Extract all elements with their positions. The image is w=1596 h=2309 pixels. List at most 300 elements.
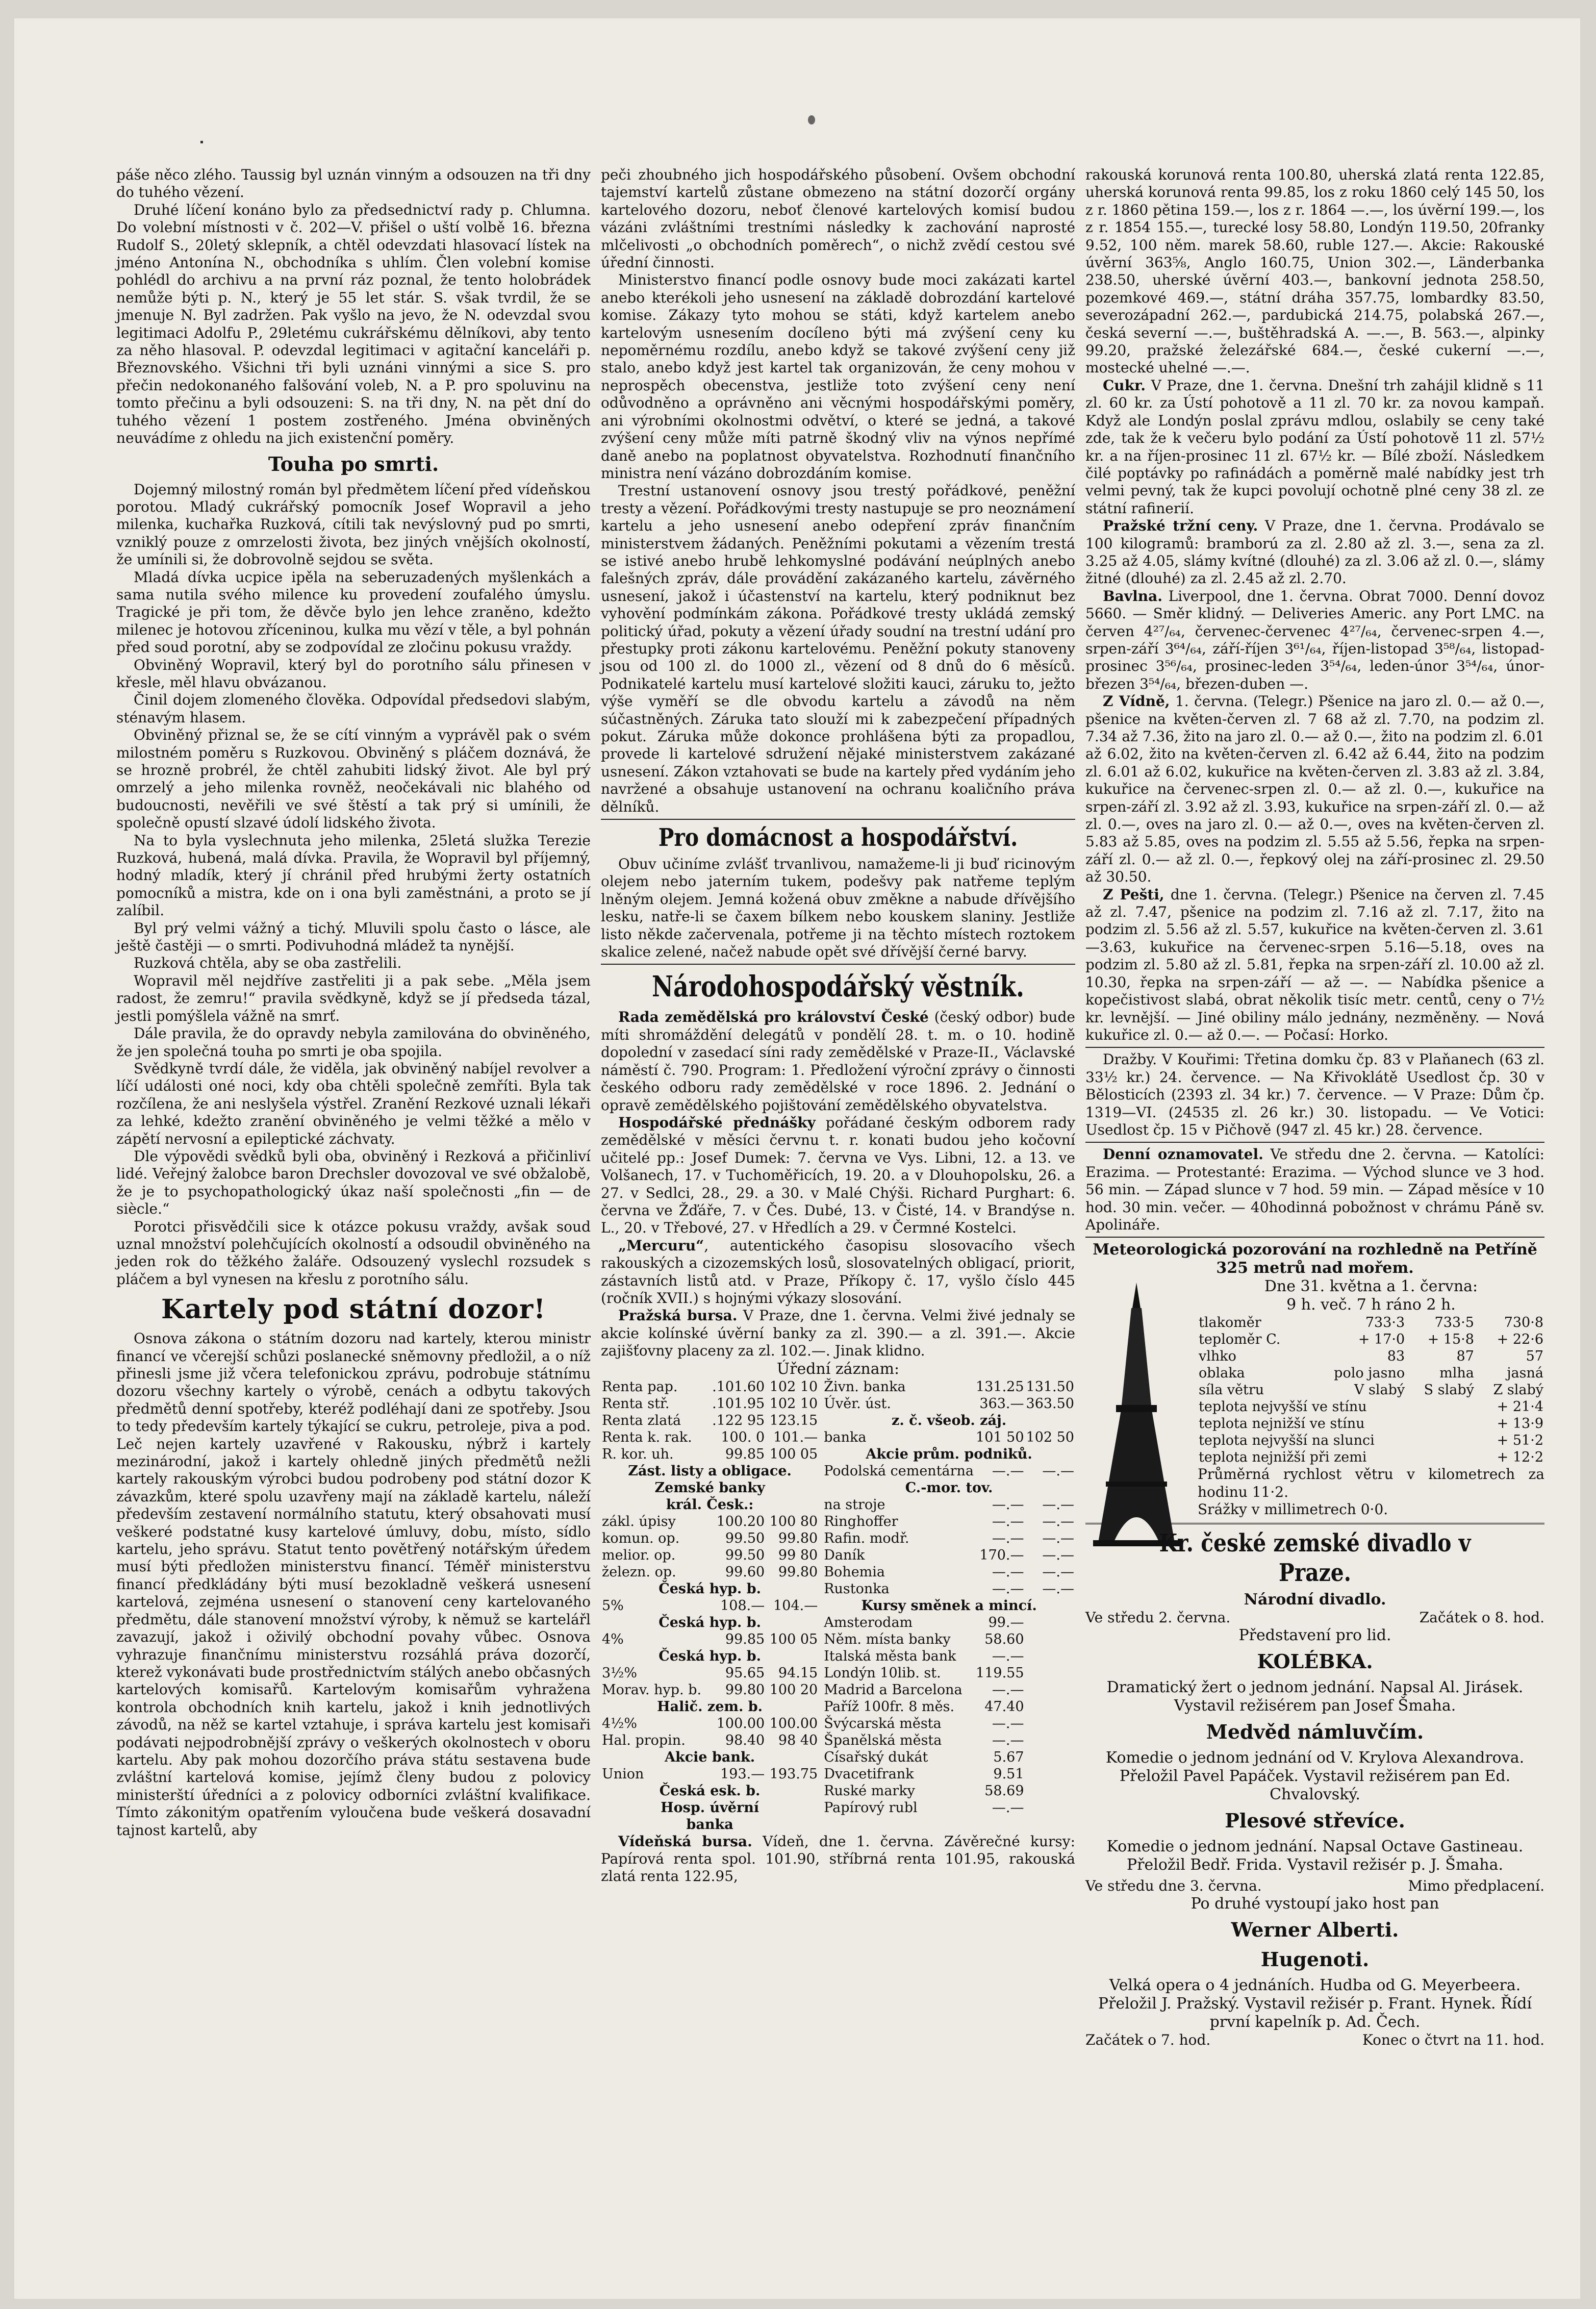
column-1	[116, 166, 591, 1839]
kurz-row-cell: Renta stř.	[602, 1395, 670, 1412]
kurz-row	[601, 1799, 819, 1816]
kurz-row-cell	[1025, 1665, 1075, 1681]
kurz-row-cell: Renta zlatá	[602, 1412, 681, 1428]
kurz-row-cell: 100.00	[716, 1715, 765, 1731]
kurz-row-cell: 9.51	[993, 1766, 1024, 1782]
theatre-date: Ve středu dne 3. června.	[1085, 1877, 1262, 1894]
kurz-row-cell: 99.50	[725, 1530, 765, 1546]
article-text: V Praze, dne 1. června. Velmi živé jednaly se akcie kolínské úvěrní banky za zl. 390.— a zl. 391.—. Akcie zajišťovny placeny za zl. 102.—. Jinak klidno.	[601, 1307, 1076, 1360]
meteo-cell: 733·5	[1434, 1315, 1474, 1331]
article-text: rakouská korunová renta 100.80, uherská zlatá renta 122.85, uherská korunová renta 99.85, los z roku 1860 celý 145 50, los z r. 1860 pětina 159.—, los z r. 1864 —.—, los úvěrní 199.—, los z r. 1854 155.—, turecké losy 58.80, Londýn 119.50, 20franky 9.52, 100 něm. marek 58.60, ruble 127.—. Akcie: Rakouské úvěrní 363⅝, Anglo 160.75, Union 302.—, Länderbanka 238.50, uherské úvěrní 403.—, bankovní jednota 258.50, pozemkové 469.—, státní dráha 357.75, lombardky 83.50, severozápadní 262.—, pardubická 214.75, polabská 267.—, česká severní —.—, buštěhradská A. —.—, B. 563.—, alpinky 99.20, pražské železářské 684.—, české cukerní —.—, mostecké uhelné —.—.	[1085, 166, 1544, 377]
ink-dot	[200, 141, 203, 143]
article-text: Obviněný Wopravil, který byl do porotního sálu přinesen v křesle, měl hlavu obvázanou.	[116, 656, 591, 691]
kurz-row-cell: 94.15	[778, 1665, 818, 1681]
kurz-row-cell: Hal. propin.	[602, 1732, 686, 1748]
kurz-row	[823, 1429, 1075, 1446]
meteo-cell: teploměr C.	[1199, 1332, 1281, 1348]
subheadline-prednasky: Hospodářské přednášky	[618, 1114, 816, 1131]
article-text: Vídeň, dne 1. června. Závěrečné kursy: Papírová renta spol. 101.90, stříbrná renta 101.95, rakouská zlatá renta 122.95,	[601, 1833, 1076, 1885]
kurz-row-cell: —.—	[1042, 1547, 1074, 1563]
meteo-cell: + 51·2	[1497, 1433, 1543, 1449]
meteo-cell: + 22·6	[1497, 1332, 1543, 1348]
kurz-row-cell: 102 10	[769, 1395, 818, 1412]
meteo-date: Dne 31. května a 1. června:	[1264, 1277, 1478, 1296]
kurz-row-cell: Španělská města	[824, 1732, 942, 1748]
kurz-row-cell: 98 40	[778, 1732, 818, 1748]
divider	[1085, 1047, 1544, 1048]
article-text: Dojemný milostný román byl předmětem líčení před vídeňskou porotou. Mladý cukrářský pomocník Josef Wopravil a jeho milenka, kuchařka Ruzková, cítili tak nevýslovný pud po smrti, vzniklý pouze z omrzelosti života, bez jiných vnějších okolností, že umínili si, že dobrovolně sejdou se světa.	[116, 481, 591, 568]
kurz-row-cell: C.-mor. tov.	[905, 1479, 993, 1496]
subheadline-burza: Pražská bursa.	[618, 1307, 738, 1324]
kurz-row	[601, 1496, 819, 1513]
meteo-row	[1198, 1365, 1544, 1382]
play-title: Hugenoti.	[1260, 1948, 1370, 1971]
kurz-row-cell: —.—	[992, 1496, 1024, 1513]
subheadline-mercur: „Mercuru“	[618, 1237, 704, 1254]
meteo-cell: 83	[1387, 1348, 1405, 1365]
kurz-row-cell: Renta pap.	[602, 1378, 678, 1395]
divider	[601, 819, 1075, 820]
kurz-row-cell: 95.65	[725, 1665, 765, 1681]
kurz-row-cell: 193.75	[769, 1766, 818, 1782]
kurz-row-cell: z. č. všeob. záj.	[892, 1412, 1007, 1428]
kurz-row	[823, 1513, 1075, 1530]
kurz-row-cell: 102 50	[1026, 1429, 1074, 1445]
kurz-row-cell: Česká hyp. b.	[658, 1580, 761, 1597]
oznam-text: Ve středu dne 2. června. — Katolíci: Erazima. — Protestanté: Erazima. — Východ slunce ve 3 hod. 56 min. — Západ slunce v 7 hod. 59 min. — Západ měsíce v 10 hod. 30 min. večer. — 40hodinná pobožnost v chrámu Páně sv. Apolináře.	[1085, 1146, 1544, 1233]
play-desc: Dramatický žert o jednom jednání. Napsal Al. Jirásek. Vystavil režisérem pan Josef Šmaha.	[1106, 1678, 1524, 1715]
kurz-row	[601, 1479, 819, 1496]
kurz-row-cell: 99.80	[778, 1564, 818, 1580]
theatre-note: Mimo předplacení.	[1408, 1877, 1544, 1894]
article-text: Činil dojem zlomeného člověka. Odpovídal předsedovi slabým, sténavým hlasem.	[116, 691, 591, 726]
kurz-row	[823, 1614, 1075, 1631]
kurz-row-cell: —.—	[992, 1715, 1024, 1731]
divider	[601, 964, 1075, 965]
kurz-row	[601, 1648, 819, 1665]
meteo-cell: S slabý	[1424, 1382, 1474, 1398]
theatre-time-row	[1085, 2031, 1544, 2049]
kurz-row-cell: 4%	[602, 1631, 624, 1647]
kurz-row-cell	[1025, 1732, 1075, 1749]
subheadline-cukr: Cukr.	[1103, 377, 1146, 394]
meteo-cell: teplota nejnižší při zemi	[1199, 1449, 1367, 1466]
kurz-row	[601, 1681, 819, 1698]
kurz-row	[601, 1580, 819, 1597]
kurz-row-cell: 100.00	[769, 1715, 818, 1731]
kurz-row	[601, 1766, 819, 1783]
subheadline-rada: Rada zemědělská pro království České	[618, 1009, 929, 1026]
play-desc: Komedie o jednom jednání od V. Krylova Alexandrova. Přeložil Pavel Papáček. Vystavil režisérem pan Ed. Chvalovský.	[1105, 1749, 1525, 1803]
kurz-row-cell: 99.85	[725, 1631, 765, 1647]
kurz-row-cell: Paříž 100fr. 8 měs.	[824, 1698, 955, 1715]
article-text: Na to byla vyslechnuta jeho milenka, 25letá služka Terezie Ruzková, hubená, malá dívka. Pravila, že Wopravil byl příjemný, hodný mladík, který jí chránil před hrubými žerty ostatních pomocníků a mistra, kde on i ona byli zaměstnáni, a proto se jí zalíbil.	[116, 832, 591, 919]
kurz-row	[823, 1530, 1075, 1547]
kurz-row-cell	[1025, 1715, 1075, 1732]
kurz-row-cell: Ruské marky	[824, 1783, 915, 1799]
kurz-row-cell: 58.69	[984, 1783, 1024, 1799]
kurz-row-cell: 99.50	[725, 1547, 765, 1563]
kurz-row-cell: Amsterodam	[824, 1614, 913, 1630]
kurz-table-right	[823, 1378, 1075, 1816]
meteo-block	[1085, 1277, 1544, 1518]
kurz-row-cell: —.—	[1042, 1496, 1074, 1513]
kurz-row-cell: —.—	[1042, 1463, 1074, 1479]
kurz-row-cell: Česká hyp. b.	[658, 1614, 761, 1630]
article-text: Osnova zákona o státním dozoru nad kartely, kterou ministr financí ve včerejší schůzi poslanecké sněmovny předložil, a o níž přinesli jsme již včera telefonickou zprávu, podrobuje státnímu dozoru všechny kartely o výrobě, cenách a odbytu takových předmětů denní spotřeby, kteréž podléhají dani ze spotřeby. Jsou to tedy především kartely týkající se cukru, petroleje, piva a pod. Leč nejen kartely uzavřené v Rakousku, nýbrž i kartely mezinárodní, jakož i kartely ohledně jiných předmětů nežli kartely rakouským výrobci budou podrobeny pod státní dozor K závazkům, které spolu uzavřeny mají na základě kartelu, náleží především zestavení normálního statutu, který obsahovati musí veškeré podstatné kusy kartelové úmluvy, dobu, místo, sídlo kartelu, jeho správu. Statut tento povětřený notářským úředem musí býti předložen ministerstvu financí. Téměř ministerstvu financí předkládány býti musí bezokladně veškerá usnesení kartelová, zejména usnesení o stanovení ceny kartelovaného předmětu, dále stanovení množství výroby, k němuž se kartelářl zavazují, jakož i oživilý obchodní povahy vůbec. Osnova vyhrazuje finančnímu ministerstvu rozsáhlá práva dozorčí, kterež vykonávati bude prostřednictvím stálých anebo občasných kartelových komisařů. Kartelovým komisařům vyhražena kontrola obchodních knih kartelu, jakož i knih jednotlivých závodů, na něž se kartel vztahuje, i správa kartelu jest komisaři podávati nejpodrobnější zprávy o veškerých okolnostech v oboru kartelu. Aby pak mohou dozorčího práva státu sestavena bude zvláštní kartelová komise, jejímž členy budou z polovicy ministerští úředníci a z polovicy odborníci zvláštní kvalifikace. Tímto zákonitým opatřením vyloučena bude veškerá dosavadní tajnost kartelů, aby	[116, 1330, 591, 1839]
kurz-row-cell: Česká esk. b.	[659, 1783, 761, 1799]
kurz-row-cell: Kursy směnek a mincí.	[861, 1597, 1037, 1614]
kurz-row	[823, 1496, 1075, 1513]
meteo-cell: síla větru	[1199, 1382, 1264, 1398]
kurz-row-cell	[1025, 1614, 1075, 1631]
meteo-cell: teplota nejvyšší na slunci	[1199, 1433, 1375, 1449]
article-text: Ruzková chtěla, aby se oba zastřelili.	[134, 955, 402, 972]
theatre-note: Představení pro lid.	[1238, 1626, 1391, 1644]
meteo-rain: Srážky v millimetrech 0·0.	[1198, 1501, 1388, 1518]
kurz-row-cell: 99 80	[778, 1547, 818, 1563]
kurz-row-cell: 5.67	[993, 1749, 1024, 1765]
kurz-row-cell: —.—	[992, 1580, 1024, 1597]
kurz-row-cell: Akcie prům. podniků.	[866, 1446, 1032, 1462]
kurz-row-cell: 100 80	[769, 1513, 818, 1529]
kurz-row-cell: Ringhoffer	[824, 1513, 898, 1529]
kurz-row-cell	[1025, 1749, 1075, 1766]
kurz-row-cell: 100 20	[769, 1681, 818, 1698]
kurz-row-cell: Něm. místa banky	[824, 1631, 951, 1647]
kurz-row-cell: —.—	[1042, 1513, 1074, 1529]
kurz-row-cell: železn. op.	[602, 1564, 676, 1580]
kurz-row-cell: 100 05	[769, 1446, 818, 1462]
kurz-row-cell	[1025, 1766, 1075, 1783]
subheadline-vidensk: Vídeňská bursa.	[618, 1833, 752, 1850]
kurz-row	[823, 1412, 1075, 1429]
kurz-row-cell: —.—	[992, 1648, 1024, 1664]
meteo-cell: + 21·4	[1497, 1399, 1543, 1415]
article-text: Porotci přisvědčili sice k otázce pokusu vraždy, avšak soud uznal množství polehčujících okolností a odsoudil obviněného na jeden rok do těžkého žaláře. Odsouzený vyslechl rozsudek s pláčem a byl vynesen na křeslu z porotního sálu.	[116, 1218, 591, 1288]
kurz-row-cell: melior. op.	[602, 1547, 676, 1563]
kurz-row-cell: Úvěr. úst.	[824, 1395, 891, 1412]
kurz-row-cell: komun. op.	[602, 1530, 680, 1546]
kurz-row-cell: —.—	[992, 1564, 1024, 1580]
meteo-cell: oblaka	[1199, 1365, 1245, 1382]
kurz-row-cell: 99.80	[778, 1530, 818, 1546]
kurz-row-cell: 3½%	[602, 1665, 638, 1681]
meteo-temp-row	[1198, 1449, 1544, 1466]
kurz-row-cell: 101 50	[976, 1429, 1024, 1445]
kurz-row	[601, 1698, 819, 1715]
meteo-temps	[1198, 1398, 1544, 1466]
headline-vestnik: Národohospodářský věstník.	[652, 970, 1024, 1004]
meteo-cell: Z slabý	[1493, 1382, 1543, 1398]
kurz-row	[601, 1614, 819, 1631]
kurz-row	[601, 1446, 819, 1463]
kurz-row	[823, 1749, 1075, 1766]
meteo-cell: vlhko	[1199, 1348, 1236, 1365]
kurz-row-cell: 100.20	[716, 1513, 765, 1529]
kurz-row	[823, 1799, 1075, 1816]
article-text: Dle výpovědi svědků byli oba, obviněný i Rezková a přičinliví lidé. Veřejný žalobce baron Drechsler dovozoval ve své obžalobě, že je to psychopathologický úkaz naší společnosti „fin — de siècle.“	[116, 1147, 591, 1218]
meteo-cell: + 13·9	[1497, 1416, 1543, 1432]
kurz-row-cell: Halič. zem. b.	[657, 1698, 763, 1715]
kurz-row	[823, 1395, 1075, 1412]
kurz-row	[823, 1564, 1075, 1580]
meteo-cell: polo jasno	[1334, 1365, 1405, 1382]
meteo-cell: 57	[1526, 1348, 1543, 1365]
kurz-row-cell: Rustonka	[824, 1580, 890, 1597]
kurz-row-cell: 99.85	[725, 1446, 765, 1462]
article-text: Svědkyně tvrdí dále, že viděla, jak obviněný nabíjel revolver a líčí události oné noci, kdy oba chtěli společně zemříti. Byla tak rozčílena, že ani neslyšela výstřel. Zranění Rezkové uznali lékaři za lehké, kdežto zranění obviněného je velmi těžké a mělo v zápětí nervosní a epileptické záchvaty.	[116, 1060, 591, 1147]
kurz-row-cell: Akcie bank.	[665, 1749, 755, 1765]
meteo-cell: jasná	[1507, 1365, 1543, 1382]
play-desc: Komedie o jednom jednání. Napsal Octave Gastineau. Přeložil Bedř. Frida. Vystavil režisér p. J. Šmaha.	[1106, 1838, 1524, 1874]
kurz-table-left	[601, 1378, 819, 1833]
kurz-row-cell: 101.—	[773, 1429, 818, 1445]
kurz-row-cell: 170.—	[979, 1547, 1024, 1563]
kurz-row-cell	[1025, 1698, 1075, 1715]
meteo-wind-speed: Průměrná rychlost větru v kilometrech za hodinu 11·2.	[1198, 1466, 1544, 1500]
kurz-row-cell: 363.50	[1026, 1395, 1074, 1412]
kurz-row	[823, 1479, 1075, 1496]
kurz-row	[823, 1783, 1075, 1799]
guest-note: Po druhé vystoupí jako host pan	[1190, 1895, 1439, 1913]
kurz-row-cell: —.—	[1042, 1530, 1074, 1546]
kurz-row-cell: Daník	[824, 1547, 865, 1563]
kurz-row	[601, 1429, 819, 1446]
subheadline-oznam: Denní oznamovatel.	[1103, 1146, 1263, 1163]
kurz-row-cell: 363.—	[979, 1395, 1024, 1412]
kurz-row-cell: banka	[686, 1816, 733, 1833]
theatre-date-row	[1085, 1877, 1544, 1895]
kurz-row-cell: 58.60	[984, 1631, 1024, 1647]
kurz-row-cell: 131.25	[976, 1378, 1024, 1395]
play-title: KOLÉBKA.	[1257, 1650, 1373, 1673]
kurz-row-cell: Union	[602, 1766, 644, 1782]
article-text: Liverpool, dne 1. června. Obrat 7000. Denní dovoz 5660. — Směr klidný. — Deliveries Americ. any Port LMC. na červen 4²⁷/₆₄, červenec-červenec 4²⁷/₆₄, červenec-srpen 4.—, srpen-září 3⁶⁴/₆₄, září-říjen 3⁶¹/₆₄, říjen-listopad 3⁵⁸/₆₄, listopad-prosinec 3⁵⁶/₆₄, prosinec-leden 3⁵⁴/₆₄, leden-únor 3⁵⁴/₆₄, únor-březen 3⁵⁴/₆₄, březen-duben —.	[1085, 587, 1545, 692]
divider	[1085, 1237, 1544, 1238]
kurz-row	[601, 1530, 819, 1547]
subheadline-trzni: Pražské tržní ceny.	[1103, 517, 1258, 535]
column-2	[601, 166, 1075, 1886]
play-title: Medvěd námluvčím.	[1206, 1720, 1424, 1743]
article-text: V Praze, dne 1. června. Prodávalo se 100 kilogramů: bramború za zl. 2.80 až zl. 3.—, sena za zl. 3.25 až 4.05, slámy kvítné (dlouhé) za zl. 3.06 až zl. 0.—, slámy žitné (dlouhé) za zl. 2.45 až zl. 2.70.	[1085, 517, 1544, 587]
kurz-row	[823, 1698, 1075, 1715]
kurz-row	[823, 1766, 1075, 1783]
kurz-row	[823, 1715, 1075, 1732]
meteo-cell: + 17·0	[1358, 1332, 1405, 1348]
kurz-row-cell: Dvacetifrank	[824, 1766, 914, 1782]
meteo-temp-row	[1198, 1415, 1544, 1432]
kurz-row	[601, 1378, 819, 1395]
theatre-date-row	[1085, 1609, 1544, 1626]
kurz-row	[601, 1732, 819, 1749]
kurz-row-cell: Zemské banky	[654, 1479, 765, 1496]
kurz-row	[823, 1631, 1075, 1648]
kurz-row	[823, 1446, 1075, 1463]
kurz-row	[601, 1749, 819, 1766]
kurz-row-cell: na stroje	[824, 1496, 885, 1513]
kurz-row-cell: 193.—	[720, 1766, 765, 1782]
meteo-cell: teplota nejnižší ve stínu	[1199, 1416, 1365, 1432]
theatre-start: Začátek o 7. hod.	[1085, 2031, 1211, 2049]
meteo-subheading: 325 metrů nad mořem.	[1216, 1259, 1414, 1277]
kurz-row-cell: Madrid a Barcelona	[824, 1681, 962, 1698]
divider	[1085, 1142, 1544, 1143]
article-text: páše něco zlého. Taussig byl uznán vinným a odsouzen na tři dny do tuhého vězení.	[116, 166, 591, 201]
kurz-row-cell: Rafin. modř.	[824, 1530, 909, 1546]
theatre-heading: Kr. české zemské divadlo v Praze.	[1159, 1528, 1471, 1587]
kurz-row-cell: Zást. listy a obligace.	[628, 1463, 792, 1479]
article-text: Druhé líčení konáno bylo za předsednictví rady p. Chlumna. Do volební místnosti v č. 202—V. přišel o uští volbě 16. března Rudolf S., 20letý sklepník, a chtěl odevzdati hlasovací lístek na jméno Antonína N., obchodníka s uhlím. Člen volební komise pohlédl do archivu a na první ráz poznal, že tento holobrádek nemůže býti p. N., který je 55 let stár. S. však tvrdil, že se jmenuje N. Byl zadržen. Pak vyšlo na jevo, že N. odevzdal svou legitimaci Adolfu P., 29letému cukrářskému dělníkovi, aby tento za něho hlasoval. P. odevzdal legitimaci v agitační kanceláři p. Březnovského. Všichni tři byli uznáni vinnými a sice S. pro přečin nedokonaného falšování voleb, N. a P. pro spoluvinu na tomto přečinu a byli odsouzeni: S. na tři dny, N. na pět dní do tuhého vězení 1 postem zostřeného. Jména obviněných neuvádíme z ohledu na jich existenční poměry.	[116, 201, 591, 447]
kurz-row	[601, 1564, 819, 1580]
kurz-row	[823, 1597, 1075, 1614]
newspaper-page	[14, 18, 1580, 2299]
kurz-row-cell: —.—	[1042, 1564, 1074, 1580]
kurz-row-cell: —.—	[992, 1530, 1024, 1546]
subheadline-pest: Z Pešti,	[1103, 886, 1164, 903]
kurz-row-cell: Švýcarská města	[824, 1715, 942, 1731]
kurz-row-cell: 99.80	[725, 1681, 765, 1698]
article-text: 1. června. (Telegr.) Pšenice na jaro zl. 0.— až 0.—, pšenice na květen-červen zl. 7 68 až zl. 7.70, na podzim zl. 7.34 až 7.36, žito na jaro zl. 0.— až 0.—, žito na podzim zl. 6.01 až 6.02, žito na květen-červen zl. 6.42 až 6.44, žito na podzim zl. 6.01 až 6.02, kukuřice na květen-červen zl. 3.83 až zl. 3.84, kukuřice na červenec-srpen zl. 0.— až zl. 0.—, kukuřice na srpen-září zl. 3.92 až zl. 3.93, kukuřice na srpen-září zl. 0.— až zl. 0.—, oves na jaro zl. 0.— až 0.—, oves na květen-červen zl. 5.83 až 5.85, oves na podzim zl. 5.55 až 5.56, řepka na srpen-září zl. 0.— až zl. 0.—, řepkový olej na září-prosinec zl. 29.50 až 30.50.	[1085, 693, 1544, 886]
kurz-row	[601, 1715, 819, 1732]
kurz-row-cell: —.—	[992, 1799, 1024, 1816]
meteo-row	[1198, 1382, 1544, 1398]
article-text: pořádané českým odborem rady zemědělské v měsíci červnu t. r. konati budou jeho kočovní učitelé pp.: Josef Dumek: 7. června ve Vys. Libni, 12. a 13. ve Volšanech, 17. v Tuchoměřicích, 19. 20. a v Dlouhopolsku, 26. a 27. v Sedlci, 28., 29. a 30. v Malé Chýši. Richard Purghart: 6. června ve Žďáře, 7. v Čes. Dubé, 13. v Čisté, 14. v Brandýse n. L., 20. v Třebové, 27. v Hředlích a 29. v Čermné Kostelci.	[601, 1114, 1075, 1237]
kurz-row-cell: 100. 0	[721, 1429, 765, 1445]
meteo-table	[1198, 1314, 1544, 1398]
kurz-row	[601, 1412, 819, 1429]
column-3	[1085, 166, 1544, 2049]
petrin-tower-icon	[1085, 1277, 1187, 1563]
theatre-date: Ve středu 2. června.	[1085, 1609, 1231, 1626]
play-title: Plesové střevíce.	[1225, 1809, 1405, 1832]
kurz-row-cell: Italská města bank	[824, 1648, 956, 1664]
kurz-row-cell: —.—	[992, 1513, 1024, 1529]
kurz-row	[601, 1463, 819, 1479]
kurz-row-cell: Papírový rubl	[824, 1799, 918, 1816]
meteo-cell: tlakoměr	[1199, 1315, 1261, 1331]
kurz-row-cell: 108.—	[720, 1597, 765, 1614]
article-text: Dále pravila, že do opravdy nebyla zamilována do obviněného, že jen společná touha po smrti je oba spojila.	[116, 1025, 591, 1060]
meteo-row	[1198, 1314, 1544, 1331]
kurz-row-cell: Podolská cementárna	[824, 1463, 974, 1479]
meteo-cell: teplota nejvyšší ve stínu	[1199, 1399, 1367, 1415]
kurz-row-cell: Živn. banka	[824, 1378, 906, 1395]
article-text: Ministerstvo financí podle osnovy bude moci zakázati kartel anebo kterékoli jeho usnesení na základě dobrozdání kartelové komise. Zákazy tyto mohou se státi, když kartelem anebo kartelovým usnesením docíleno býti má zvýšení ceny ku nepoměrnému rozdílu, anebo když se takové zvýšení ceny již stalo, anebo když jest kartel tak organizován, že ceny mohou v neprospěch obecenstva, jestliže toto zvýšení ceny není odůvodněno a oprávněno ani věcnými hospodářskými poměry, ani výrobními okolnostmi odvětví, o které se jedná, a takové zvýšení ceny může míti patrně škodný vliv na výnos nepřímé daně anebo na poplatnost obyvatelstva. Rozhodnutí finančního ministra není vázáno dobrozdáním komise.	[601, 271, 1075, 482]
kurz-row-cell: 104.—	[773, 1597, 818, 1614]
guest-name: Werner Alberti.	[1231, 1918, 1399, 1942]
meteo-cell: + 15·8	[1427, 1332, 1474, 1348]
article-text: dne 1. června. (Telegr.) Pšenice na červen zl. 7.45 až zl. 7.47, pšenice na podzim zl. 7.16 až zl. 7.17, žito na podzim zl. 5.56 až zl. 5.57, kukuřice na květen-červen zl. 3.61—3.63, kukuřice na červenec-srpen 5.16—5.18, oves na podzim zl. 5.80 až zl. 5.81, řepka na srpen-září zl. 10.00 až zl. 10.30, řepka na srpen-září — až —. — Nabídka pšenice a kopečistivost slabá, obrat několik tisíc metr. centů, ceny o 7½ kr. levnější. — Jiné obiliny málo jednány, nezměněny. — Nová kukuřice zl. 0.— až 0.—. — Počasí: Horko.	[1085, 886, 1545, 1043]
kurz-row	[823, 1547, 1075, 1564]
kurz-row-cell: banka	[824, 1429, 867, 1445]
kurz-row-cell: R. kor. uh.	[602, 1446, 674, 1462]
meteo-hours: 9 h. več. 7 h ráno 2 h.	[1286, 1296, 1456, 1314]
play-desc: Velká opera o 4 jednáních. Hudba od G. Meyerbeera. Přeložil J. Pražský. Vystavil režisér p. Frant. Hynek. Řídí první kapelník p. Ad. Čech.	[1098, 1976, 1532, 2031]
kurz-row-cell: —.—	[992, 1681, 1024, 1698]
meteo-heading: Meteorologická pozorování na rozhledně na Petříně	[1093, 1241, 1537, 1259]
kurz-row-cell: Hosp. úvěrní	[661, 1799, 759, 1816]
theatre-end: Konec o čtvrt na 11. hod.	[1362, 2031, 1544, 2049]
article-text: , autentického časopisu slosovacího všech rakouských a cizozemských losů, slosovatelných obligací, priorit, zástavních listů atd. v Praze, Příkopy č. 17, vyšlo číslo 445 (ročník XVII.) s hojnými výkazy slosování.	[601, 1237, 1075, 1307]
headline-kartely: Kartely pod státní dozor!	[161, 1294, 546, 1325]
kurz-row-cell: Londýn 10lib. st.	[824, 1665, 941, 1681]
headline-touha: Touha po smrti.	[268, 452, 439, 475]
kurz-row-cell: 100 05	[769, 1631, 818, 1647]
article-text: (český odbor) bude míti shromáždění delegátů v pondělí 28. t. m. o 10. hodině dopolední v zasedací síni rady zemědělské v Praze-II., Václavské náměstí č. 790. Program: 1. Předložení výroční zprávy o činnosti českého odboru rady zemědělské v roce 1896. 2. Jednání o opravě zemědělského pojištování zemědělského obyvatelstva.	[601, 1009, 1075, 1114]
kurz-row-cell: .101.95	[712, 1395, 765, 1412]
subheadline-viden: Z Vídně,	[1103, 693, 1170, 710]
kurz-row-cell: —.—	[1042, 1580, 1074, 1597]
kurz-row-cell: —.—	[992, 1463, 1024, 1479]
kurz-row-cell: 123.15	[769, 1412, 818, 1428]
kurz-row	[823, 1665, 1075, 1681]
article-text: peči zhoubného jich hospodářského působení. Ovšem obchodní tajemství kartelů zůstane obmezeno na státní dozorčí orgány kartelového dozoru, neboť členové kartelových komisí budou vázáni zvláštními trestními následky k zachování naprosté mlčelivosti „o obchodních poměrech“, o nichž zvědí cestou své úřední činnosti.	[601, 166, 1075, 271]
ink-smudge	[808, 115, 815, 124]
kurz-row-cell: 47.40	[984, 1698, 1024, 1715]
kurz-row-cell: 99.—	[988, 1614, 1024, 1630]
kurz-row-cell	[1025, 1631, 1075, 1648]
kurz-row-cell: 102 10	[769, 1378, 818, 1395]
meteo-temp-row	[1198, 1432, 1544, 1449]
kurz-row-cell: Císařský dukát	[824, 1749, 928, 1765]
kurz-row-cell: —.—	[992, 1732, 1024, 1748]
kurz-row-cell: 119.55	[976, 1665, 1024, 1681]
kurz-row-cell: Česká hyp. b.	[658, 1648, 761, 1664]
kurz-row-cell: Bohemia	[824, 1564, 885, 1580]
article-text: Wopravil měl nejdříve zastřeliti ji a pak sebe. „Měla jsem radost, že zemru!“ pravila svědkyně, když se jí předseda tázal, jestli pomýšlela vážně na smrť.	[116, 972, 591, 1024]
drazby-text: Dražby. V Kouřimi: Třetina domku čp. 83 v Plaňanech (63 zl. 33½ kr.) 24. července. — Na Křivoklátě Usedlost čp. 30 v Bělosticích (2393 zl. 34 kr.) 7. července. — V Praze: Dům čp. 1319—VI. (24535 zl. 26 kr.) 30. listopadu. — Ve Votici: Usedlost čp. 15 v Pičhově (947 zl. 45 kr.) 28. července.	[1085, 1051, 1544, 1138]
kurz-row-cell: zákl. úpisy	[602, 1513, 676, 1529]
meteo-cell: 733·3	[1365, 1315, 1405, 1331]
article-text: V Praze, dne 1. června. Dnešní trh zahájil klidně s 11 zl. 60 kr. za Ústí pohotově a 11 zl. 70 kr. za novou kampaň. Když ale Londýn poslal zprávu mdlou, oslabily se ceny také zde, tak že k večeru bylo podání za Ústí pohotově 11 zl. 57½ kr. a na říjen-prosinec 11 zl. 67½ kr. — Bílé zboží. Následkem čilé poptávky po rafinádách a poměrně malé nabídky jest trh velmi pevný, tak že kupci povolují ochotně plné ceny 38 zl. ze státní rafinerií.	[1085, 377, 1545, 517]
kurz-row	[601, 1665, 819, 1681]
theatre-name: Národní divadlo.	[1244, 1590, 1386, 1609]
article-text: Mladá dívka ucpice ipěla na seberuzadených myšlenkách a sama nutila svého milence ku provedení zoufalého úmyslu. Tragické je při tom, že děvče bylo jen lehce zraněno, kdežto milenec je hotovou zříceninou, kulka mu vězí v těle, a byl pohnán před soud porotní, aby se zodpovídal ze zločinu pokusu vraždy.	[116, 568, 591, 656]
article-text: Obviněný přiznal se, že se cítí vinným a vyprávěl pak o svém milostném poměru s Ruzkovou. Obviněný s pláčem doznává, že se hrozně probrél, že chtěl zahubiti lidský život. Ale byl prý omrzelý a jeho milenka rovněž, neočekávali nic blahého od budoucnosti, nevěřili ve své štěstí a tak prý si umínili, že společně opustí slzavé údolí lidského života.	[116, 726, 591, 832]
kurz-row	[601, 1783, 819, 1799]
headline-domacnost: Pro domácnost a hospodářství.	[658, 823, 1018, 852]
meteo-cell: V slabý	[1354, 1382, 1405, 1398]
kurz-row	[823, 1732, 1075, 1749]
meteo-cell: 87	[1456, 1348, 1474, 1365]
kurz-row-cell: král. Česk.:	[666, 1496, 754, 1513]
kurz-row-cell: .122 95	[712, 1412, 765, 1428]
kurz-row	[601, 1631, 819, 1648]
article-text: Byl prý velmi vážný a tichý. Mluvili spolu často o lásce, ale ještě častěji — o smrti. Podivuhodná mládež ta nynější.	[116, 919, 591, 955]
article-text: Trestní ustanovení osnovy jsou trestý pořádkové, peněžní tresty a vězení. Pořádkovými tresty nastupuje se pro neoznámení kartelu a jeho usnesení anebo odepření zpráv finančním ministerstvem žádaných. Peněžními pokutami a vězením trestá se istivé anebo hrubě lehkomyslné podávání neúplných anebo falešných zpráv, dále provádění zakázaného kartelu, závěrného usnesení, jakož i účastenství na kartelu, který podniknut bez vyhovění podmínkám zákona. Pořádkové tresty ukládá zemský politický úřad, pokuty a vězení úřady soudní na trestní udání pro přestupky proti zákonu kartelovému. Peněžní pokuty stanoveny jsou od 100 zl. do 1000 zl., vězení od 8 dnů do 6 měsíců. Podnikatelé kartelu musí kartelové složiti kauci, záruku to, ježto výše vyměří se dle obvodu kartelu a závodů na něm súčastněných. Záruka tato slouží mi k zabezpečení případných pokut. Záruka může dokonce prohlášena býti za propadlou, provede li kartelové sdružení nějaké ministerstvem zakázané usnesení. Zákon vztahovati se bude na kartely před vydáním jeho navržené a obsahuje ustanovení na ochranu koaličního práva dělníků.	[601, 482, 1075, 815]
kurz-row	[601, 1816, 819, 1833]
kurz-row	[823, 1580, 1075, 1597]
kurz-row-cell: 5%	[602, 1597, 624, 1614]
kurz-row-cell	[1025, 1799, 1075, 1816]
kurz-row	[601, 1395, 819, 1412]
kurz-title: Úřední záznam:	[776, 1360, 900, 1378]
meteo-row	[1198, 1331, 1544, 1348]
kurz-row-cell	[1025, 1681, 1075, 1698]
kurz-row	[601, 1597, 819, 1614]
kurz-row	[823, 1378, 1075, 1395]
kurz-row	[823, 1463, 1075, 1479]
kurz-row-cell	[1025, 1783, 1075, 1799]
kurz-row-cell: Morav. hyp. b.	[602, 1681, 702, 1698]
kurz-row-cell: .101.60	[712, 1378, 765, 1395]
kurz-row-cell: 98.40	[725, 1732, 765, 1748]
meteo-cell: + 12·2	[1497, 1449, 1543, 1466]
meteo-cell: 730·8	[1504, 1315, 1543, 1331]
subheadline-bavlna: Bavlna.	[1103, 587, 1162, 605]
kurz-row	[601, 1513, 819, 1530]
